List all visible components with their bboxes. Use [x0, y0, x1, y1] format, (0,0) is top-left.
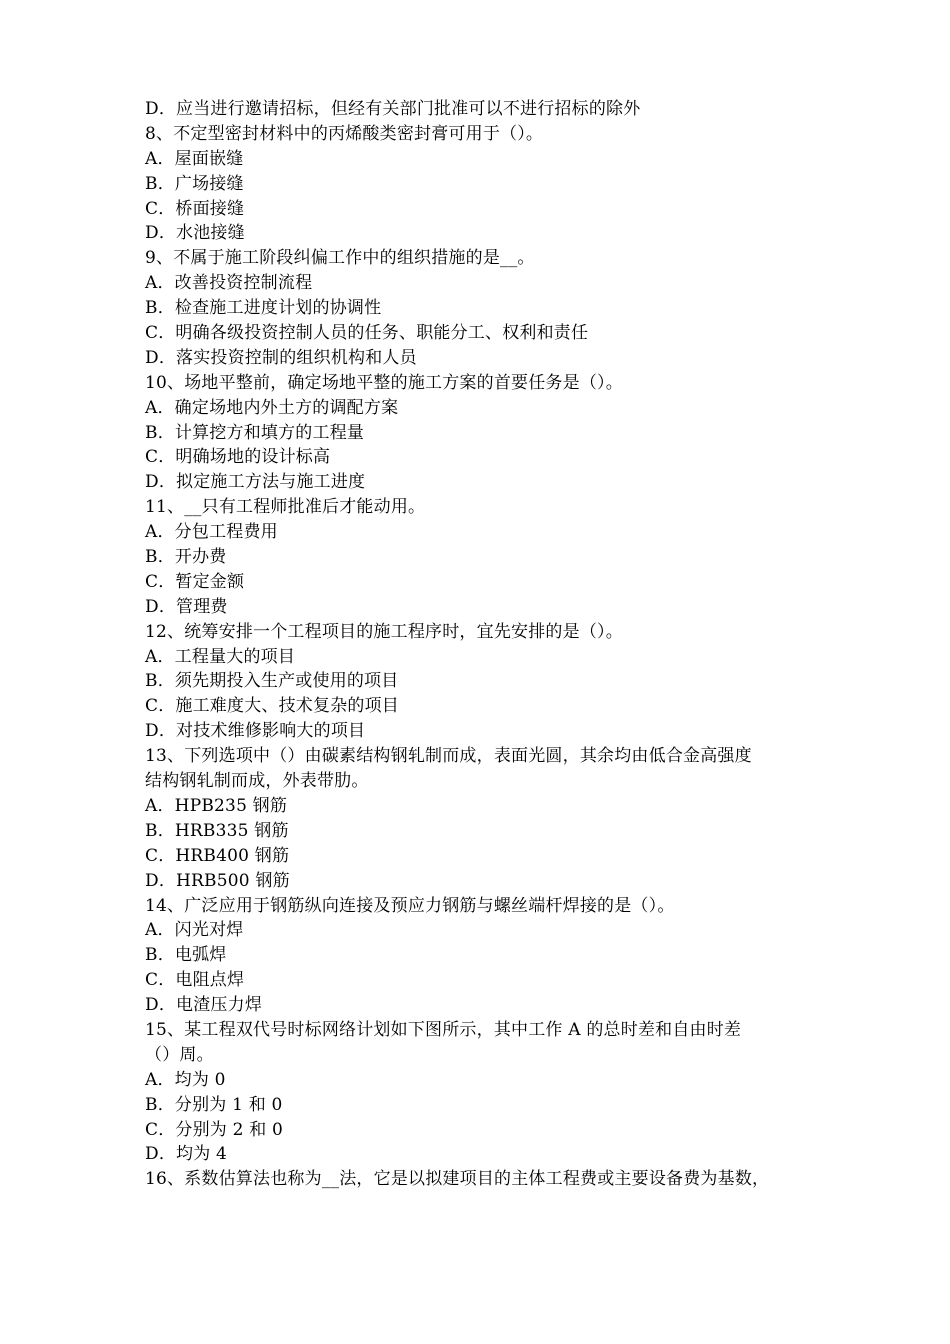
- option-a: A．工程量大的项目: [145, 646, 296, 667]
- option-b: B．HRB335 钢筋: [145, 820, 289, 841]
- option-d: D．电渣压力焊: [145, 995, 263, 1016]
- question-16: 16、系数估算法也称为__法，它是以拟建项目的主体工程费或主要设备费为基数，: [145, 1169, 770, 1190]
- option-c: C．明确场地的设计标高: [145, 447, 331, 468]
- option-b: B．电弧焊: [145, 945, 227, 966]
- question-15: 15、某工程双代号时标网络计划如下图所示，其中工作 A 的总时差和自由时差: [145, 1019, 742, 1040]
- option-c: C．HRB400 钢筋: [145, 845, 290, 866]
- option-b: B．计算挖方和填方的工程量: [145, 422, 365, 443]
- question-13-continued: 结构钢轧制而成，外表带肋。: [145, 771, 369, 792]
- question-11: 11、__只有工程师批准后才能动用。: [145, 497, 426, 518]
- question-15-continued: （）周。: [145, 1044, 214, 1065]
- option-d: D．拟定施工方法与施工进度: [145, 472, 366, 493]
- question-13: 13、下列选项中（）由碳素结构钢轧制而成，表面光圆，其余均由低合金高强度: [145, 746, 752, 767]
- question-14: 14、广泛应用于钢筋纵向连接及预应力钢筋与螺丝端杆焊接的是（）。: [145, 895, 675, 916]
- option-d: D．水池接缝: [145, 223, 245, 244]
- document-page: [145, 97, 820, 1192]
- question-10: 10、场地平整前，确定场地平整的施工方案的首要任务是（）。: [145, 372, 623, 393]
- question-8: 8、不定型密封材料中的丙烯酸类密封膏可用于（）。: [145, 123, 544, 144]
- option-b: B．须先期投入生产或使用的项目: [145, 671, 399, 692]
- option-c: C．明确各级投资控制人员的任务、职能分工、权利和责任: [145, 323, 589, 344]
- option-b: B．开办费: [145, 547, 227, 568]
- option-d: D．落实投资控制的组织机构和人员: [145, 347, 417, 368]
- option-b: B．检查施工进度计划的协调性: [145, 298, 382, 319]
- option-c: C．桥面接缝: [145, 198, 245, 219]
- option-a: A．确定场地内外土方的调配方案: [145, 397, 399, 418]
- option-a: A．分包工程费用: [145, 522, 278, 543]
- option-a: A．闪光对焊: [145, 920, 244, 941]
- option-d: D．管理费: [145, 596, 228, 617]
- option-c: C．暂定金额: [145, 571, 245, 592]
- option-d: D．对技术维修影响大的项目: [145, 721, 366, 742]
- question-9: 9、不属于施工阶段纠偏工作中的组织措施的是__。: [145, 248, 535, 269]
- option-b: B．广场接缝: [145, 173, 244, 194]
- text-line: D．应当进行邀请招标，但经有关部门批准可以不进行招标的除外: [145, 99, 641, 119]
- option-a: A．屋面嵌缝: [145, 148, 244, 169]
- option-c: C．分别为 2 和 0: [145, 1119, 284, 1140]
- question-12: 12、统筹安排一个工程项目的施工程序时，宜先安排的是（）。: [145, 621, 623, 642]
- option-b: B．分别为 1 和 0: [145, 1094, 283, 1115]
- option-a: A．改善投资控制流程: [145, 273, 313, 294]
- option-d: D．均为 4: [145, 1144, 228, 1165]
- option-c: C．施工难度大、技术复杂的项目: [145, 696, 400, 717]
- option-a: A．HPB235 钢筋: [145, 795, 288, 816]
- option-d: D．HRB500 钢筋: [145, 870, 290, 891]
- option-a: A．均为 0: [145, 1069, 226, 1090]
- option-c: C．电阻点焊: [145, 970, 245, 991]
